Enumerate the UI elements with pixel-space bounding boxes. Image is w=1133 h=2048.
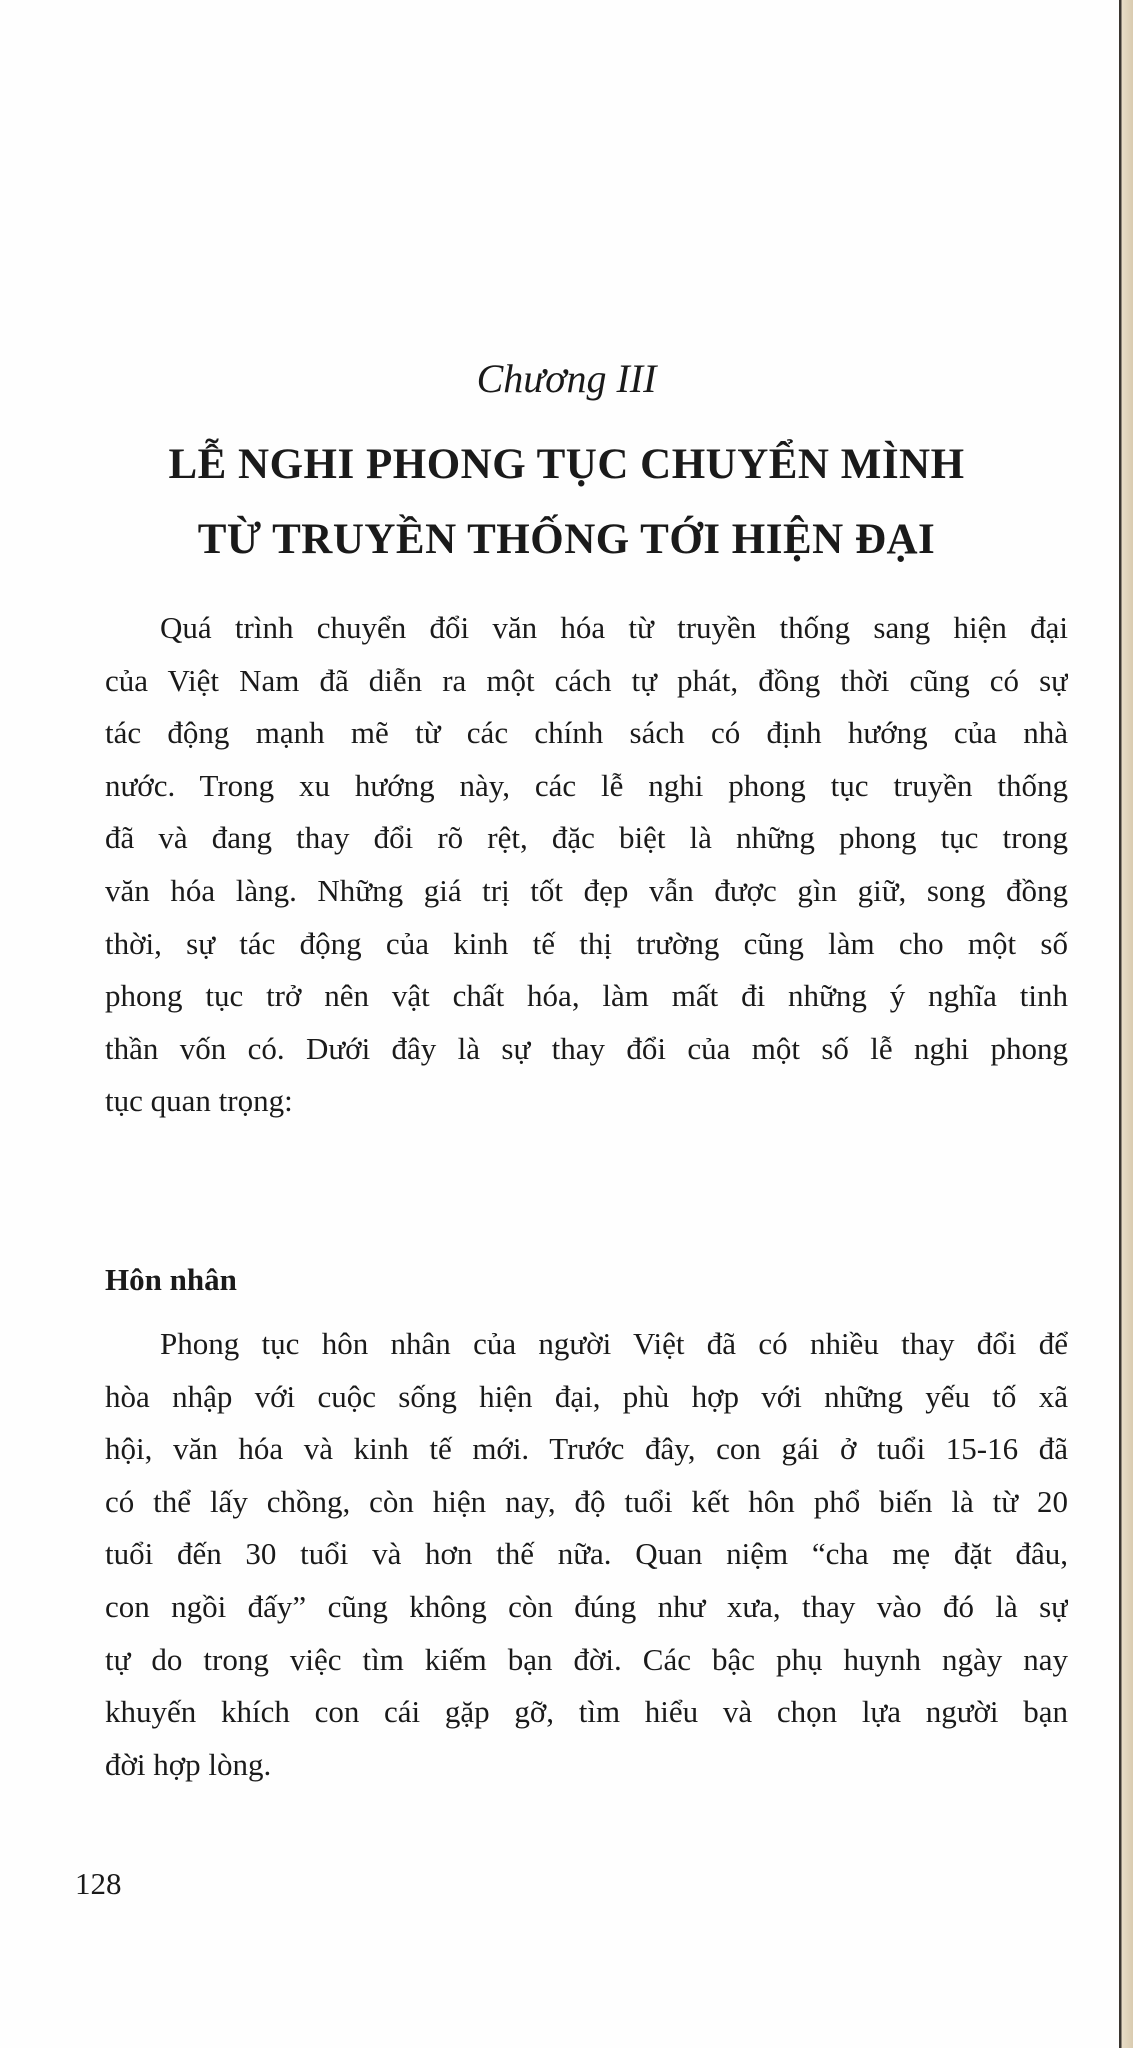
section-paragraph (105, 1318, 1068, 1791)
text-line: thần vốn có. Dưới đây là sự thay đổi của một số lễ nghi phong (105, 1030, 1068, 1066)
chapter-label: Chương III (476, 356, 657, 401)
chapter-title-line-1: LỄ NGHI PHONG TỤC CHUYỂN MÌNH (168, 441, 965, 488)
text-line: có thể lấy chồng, còn hiện nay, độ tuổi kết hôn phổ biến là từ 20 (105, 1483, 1068, 1519)
text-line: con ngồi đấy” cũng không còn đúng như xưa, thay vào đó là sự (105, 1588, 1068, 1624)
text-line: Phong tục hôn nhân của người Việt đã có nhiều thay đổi để (160, 1326, 1068, 1361)
page-edge (1119, 0, 1133, 2048)
text-line: hội, văn hóa và kinh tế mới. Trước đây, con gái ở tuổi 15-16 đã (105, 1431, 1068, 1467)
text-line: đời hợp lòng. (105, 1746, 272, 1782)
text-line: văn hóa làng. Những giá trị tốt đẹp vẫn được gìn giữ, song đồng (105, 872, 1068, 908)
page-number: 128 (75, 1866, 122, 1901)
text-line: thời, sự tác động của kinh tế thị trường cũng làm cho một số (105, 925, 1068, 961)
text-line: tự do trong việc tìm kiếm bạn đời. Các bậc phụ huynh ngày nay (105, 1641, 1068, 1677)
text-line: của Việt Nam đã diễn ra một cách tự phát, đồng thời cũng có sự (105, 662, 1068, 698)
text-line: khuyến khích con cái gặp gỡ, tìm hiểu và chọn lựa người bạn (105, 1694, 1068, 1730)
text-line: tục quan trọng: (105, 1083, 293, 1119)
intro-paragraph (105, 602, 1068, 1128)
text-line: phong tục trở nên vật chất hóa, làm mất đi những ý nghĩa tinh (105, 978, 1068, 1014)
text-line: hòa nhập với cuộc sống hiện đại, phù hợp với những yếu tố xã (105, 1378, 1068, 1414)
text-line: đã và đang thay đổi rõ rệt, đặc biệt là những phong tục trong (105, 820, 1068, 856)
text-line: Quá trình chuyển đổi văn hóa từ truyền thống sang hiện đại (160, 610, 1068, 645)
text-line: tác động mạnh mẽ từ các chính sách có định hướng của nhà (105, 715, 1068, 751)
text-line: nước. Trong xu hướng này, các lễ nghi phong tục truyền thống (105, 767, 1068, 803)
text-line: tuổi đến 30 tuổi và hơn thế nữa. Quan niệm “cha mẹ đặt đâu, (105, 1536, 1068, 1572)
chapter-title-line-2: TỪ TRUYỀN THỐNG TỚI HIỆN ĐẠI (197, 516, 936, 563)
section-heading: Hôn nhân (105, 1262, 237, 1297)
